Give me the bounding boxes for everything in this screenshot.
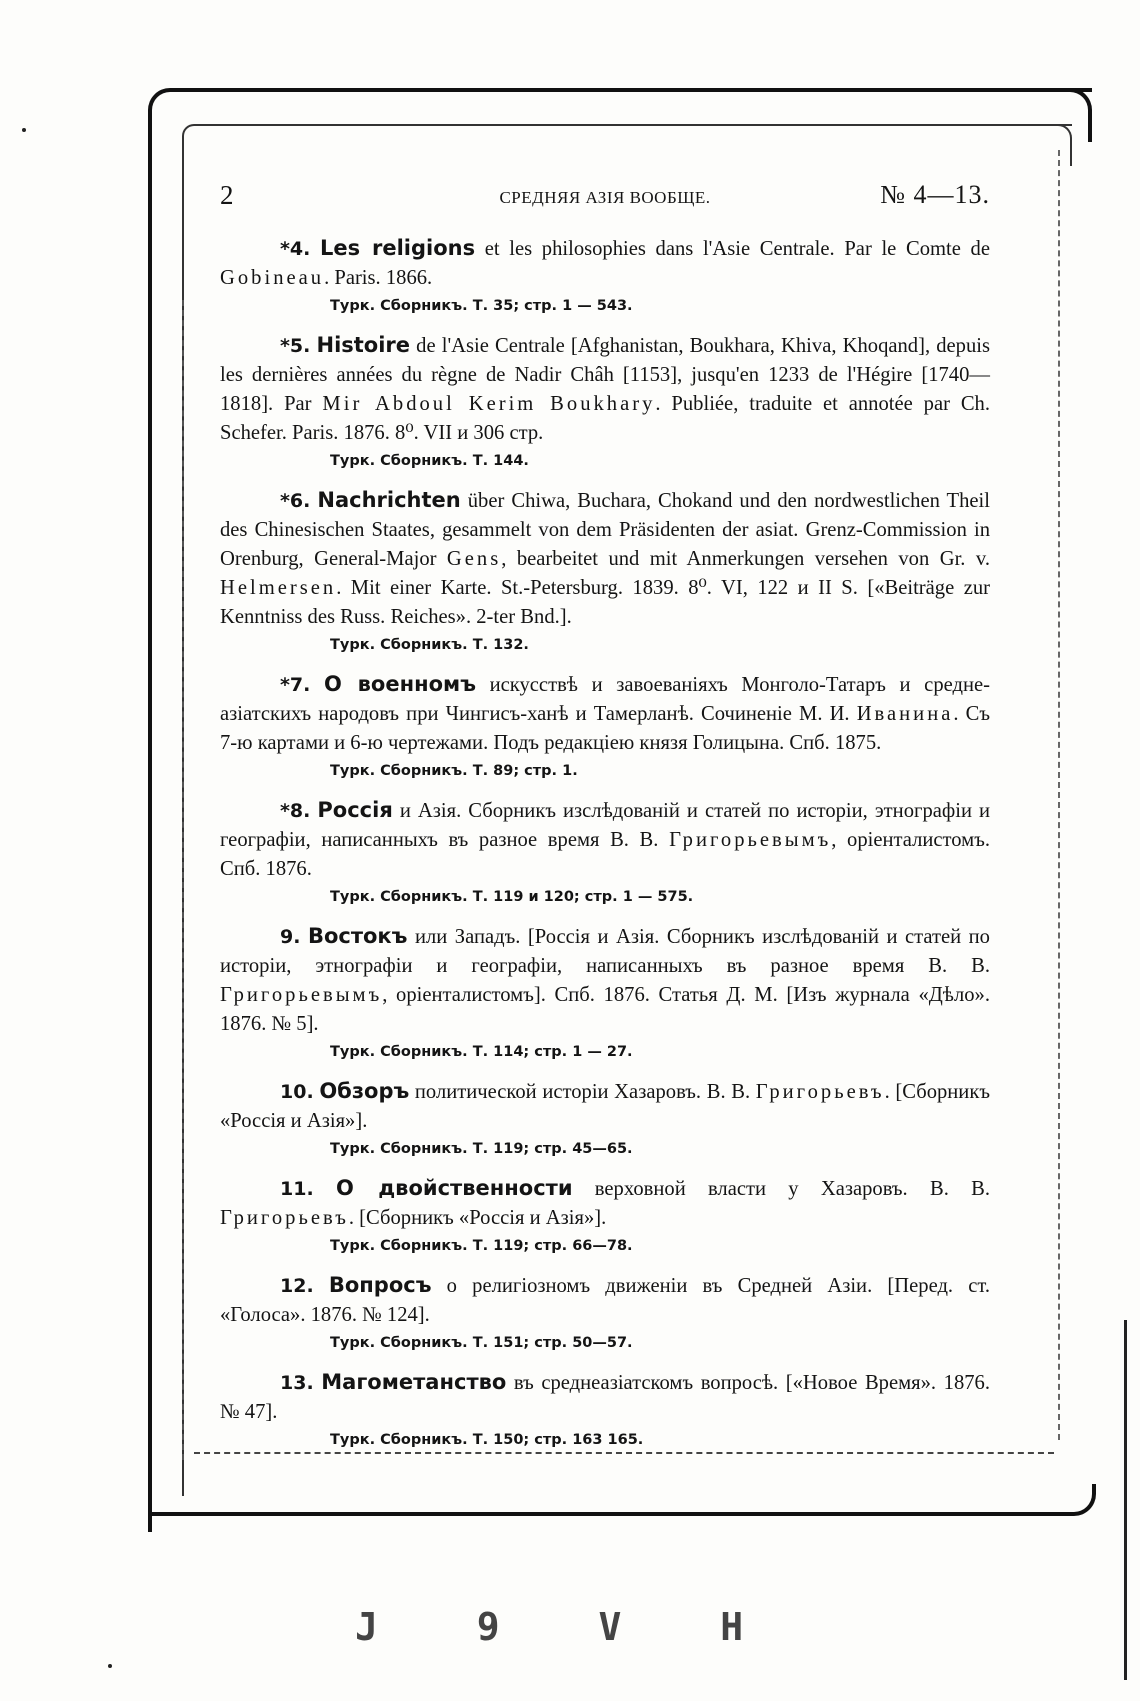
entry-body: или Западъ. [Россія и Азія. Сборникъ изслѣдованій и статей по исторіи, этнографіи и географіи, написанныхъ въ разное время В. В. [220,926,990,977]
inner-frame-corner [1050,124,1072,166]
entry-text [220,1174,990,1233]
entry-body-end: . Mit einer Karte. St.-Petersburg. 1839. 8⁰. VI, 122 и II S. [«Beiträge zur Kenntniss des Russ. Reiches». 2-ter Bnd.]. [220,577,990,628]
entry-body: и Азія. Сборникъ изслѣдованій и статей по исторіи, этнографіи и географіи, написанныхъ въ разное время В. В. [220,800,991,851]
entry-text [220,1077,990,1136]
entry-author: Иванина [856,703,954,725]
entry-number: 13. [280,1372,314,1394]
entry-source: Турк. Сборникъ. Т. 119; стр. 66—78. [330,1238,633,1254]
entry-number: *4. [280,238,311,260]
entry-body-end: , оріенталистомъ. Спб. 1876. [220,829,991,880]
entry-body-end: . Paris. 1866. [324,267,433,289]
entry-source: Турк. Сборникъ. Т. 144. [330,453,529,469]
entry-keyword: Обзоръ [319,1079,410,1103]
bibliography-list [220,234,990,1465]
entry-body: de l'Asie Centrale [Afghanistan, Boukhara, Khiva, Khoqand], depuis les dernières années du règne de Nadir Châh [1153], jusqu'en 1233 de l'Hégire [1740—1818]. Par [220,335,990,415]
entry-keyword: О двойственности [335,1176,573,1200]
entry-body-end: . Съ 7-ю картами и 6-ю чертежами. Подъ редакціею князя Голицына. Спб. 1875. [220,703,990,754]
entry-number: 11. [280,1178,314,1200]
entry-range: № 4—13. [880,180,990,209]
bibliography-entry [220,922,990,1064]
entry-number: 10. [280,1081,314,1103]
running-title: СРЕДНЯЯ АЗІЯ ВООБЩЕ. [499,188,711,207]
entry-number: *8. [280,800,311,822]
entry-author: Gobineau [220,267,325,289]
entry-editor: Helmersen [220,577,337,599]
entry-number: *5. [280,335,311,357]
entry-source: Турк. Сборникъ. Т. 89; стр. 1. [330,763,578,779]
bibliography-entry [220,486,990,657]
entry-text [220,922,990,1039]
entry-body: политической исторіи Хазаровъ. В. В. [409,1081,756,1103]
entry-body-end: . [Сборникъ «Россія и Азія»]. [348,1207,607,1229]
entry-source: Турк. Сборникъ. Т. 35; стр. 1 — 543. [330,298,633,314]
entry-keyword: Магометанство [321,1370,507,1394]
bibliography-entry [220,1271,990,1355]
dashed-rule-right [1058,150,1060,1440]
bibliography-entry [220,1174,990,1258]
entry-source: Турк. Сборникъ. Т. 119; стр. 45—65. [330,1141,633,1157]
entry-source: Турк. Сборникъ. Т. 150; стр. 163 165. [330,1432,644,1448]
entry-author: Григорьевымъ [220,984,383,1006]
entry-source: Турк. Сборникъ. Т. 119 и 120; стр. 1 — 575. [330,889,694,905]
bibliography-entry [220,331,990,473]
scan-speck [22,128,26,132]
entry-source: Турк. Сборникъ. Т. 151; стр. 50—57. [330,1335,633,1351]
entry-keyword: Россія [317,798,393,822]
entry-author: Mir Abdoul Kerim Boukhary [322,393,656,415]
entry-text [220,1368,990,1427]
entry-number: 9. [280,926,301,948]
scan-edge-line [1124,1320,1127,1680]
entry-body: въ среднеазіатскомъ вопросѣ. [«Новое Время». 1876. № 47]. [220,1372,990,1423]
entry-text [220,796,990,884]
entry-body-mid: , bearbeitet und mit Anmerkungen versehen von Gr. v. [501,548,990,570]
entry-author: Gens [446,548,502,570]
entry-keyword: О военномъ [324,672,476,696]
entry-author: Григорьевъ [220,1207,349,1229]
entry-text [220,331,990,448]
entry-text [220,234,990,293]
entry-body: et les philosophies dans l'Asie Centrale. Par le Comte de [475,238,990,260]
entry-body: искусствѣ и завоеваніяхъ Монголо-Татаръ и средне-азіатскихъ народовъ при Чингисъ-ханѣ и Тамерланѣ. Сочиненіе М. И. [220,674,990,725]
scan-speck [108,1664,112,1668]
entry-text [220,1271,990,1330]
entry-body-end: . Publiée, traduite et annotée par Ch. Schefer. Paris. 1876. 8⁰. VII и 306 стр. [220,393,990,444]
entry-body: о религіозномъ движеніи въ Средней Азіи. [Перед. ст. «Голоса». 1876. № 124]. [220,1275,990,1326]
bibliography-entry [220,670,990,783]
page-number: 2 [220,180,234,210]
dashed-rule-left [182,300,184,1460]
entry-text [220,670,990,758]
entry-author: Григорьевымъ [669,829,832,851]
entry-source: Турк. Сборникъ. Т. 132. [330,637,529,653]
entry-keyword: Les religions [320,236,476,260]
entry-body-end: , оріенталистомъ]. Спб. 1876. Статья Д. М. [Изъ журнала «Дѣло». 1876. № 5]. [220,984,990,1035]
entry-body-end: . [Сборникъ «Россія и Азія»]. [220,1081,990,1132]
entry-text [220,486,990,632]
outer-frame-bottom [148,1484,1096,1516]
bibliography-entry [220,234,990,318]
bibliography-entry [220,796,990,909]
entry-source: Турк. Сборникъ. Т. 114; стр. 1 — 27. [330,1044,633,1060]
bibliography-entry [220,1077,990,1161]
entry-keyword: Вопросъ [328,1273,432,1297]
entry-keyword: Nachrichten [317,488,461,512]
entry-body: über Chiwa, Buchara, Chokand und den nordwestlichen Theil des Chinesischen Staates, gesammelt von dem Präsidenten der asiat. Grenz-Commission in Orenburg, General-Major [220,490,990,570]
entry-keyword: Histoire [316,333,411,357]
bibliography-entry [220,1368,990,1452]
entry-number: 12. [280,1275,314,1297]
footer-marks: J 9 V H [355,1605,782,1649]
entry-author: Григорьевъ [755,1081,885,1103]
entry-number: *6. [280,490,311,512]
entry-number: *7. [280,674,311,696]
entry-keyword: Востокъ [307,924,408,948]
page-header [220,180,990,220]
entry-body: верховной власти у Хазаровъ. В. В. [572,1178,990,1200]
